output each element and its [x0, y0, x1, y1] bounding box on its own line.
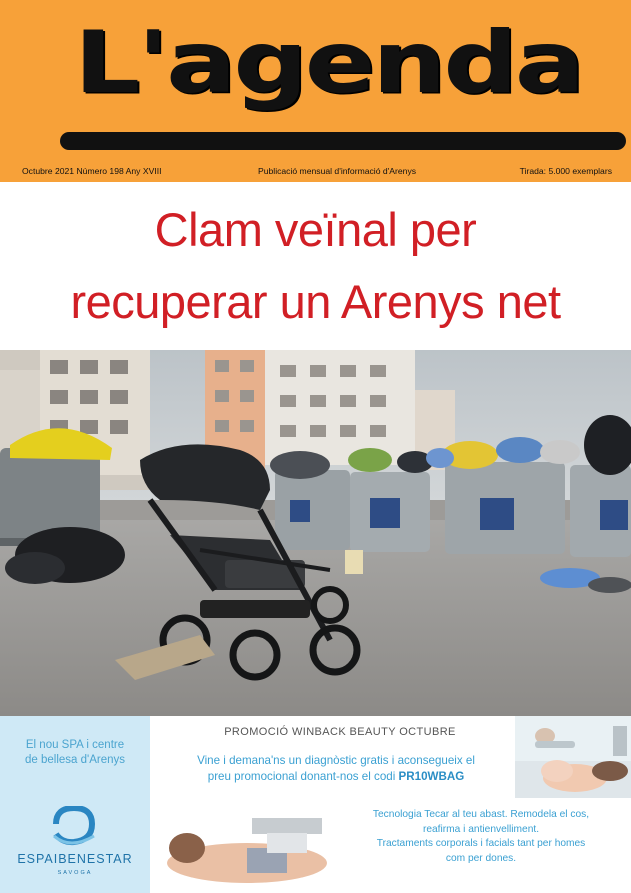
print-run: Tirada: 5.000 exemplars — [519, 166, 612, 176]
info-bar — [22, 166, 612, 180]
ad-brand-subtitle: SAVOGA — [57, 870, 93, 876]
headline-line-1: Clam veïnal per — [154, 203, 477, 256]
publication-description: Publicació mensual d'informació d'Arenys — [258, 166, 417, 176]
tecar-line-3: Tractaments corporals i facials tant per homes — [376, 838, 586, 849]
promo-line-1: Vine i demana'ns un diagnòstic gratis i aconsegueix el — [197, 754, 475, 767]
advertisement — [0, 716, 631, 893]
cover-photo — [0, 350, 631, 716]
promo-code: PR10WBAG — [398, 770, 465, 783]
cover-photo-illustration — [0, 350, 631, 716]
ad-tagline-line-1: El nou SPA i centre — [25, 739, 125, 751]
ad-sidebar — [0, 716, 150, 893]
promo-line-2 — [158, 769, 514, 785]
logo-underline — [60, 132, 626, 150]
logo-text: L'agenda — [74, 12, 582, 113]
ad-facial-treatment-photo — [515, 716, 631, 798]
tecar-line-2: reafirma i antienvelliment. — [422, 823, 540, 835]
tecar-line-1: Tecnologia Tecar al teu abast. Remodela el cos, — [372, 809, 590, 820]
headline — [0, 194, 631, 338]
headline-line-2: recuperar un Arenys net — [70, 275, 561, 328]
tecar-text — [336, 808, 626, 866]
tecar-line-4: com per dones. — [445, 852, 517, 864]
issue-date: Octubre 2021 Número 198 Any XVIII — [22, 166, 162, 176]
ad-brand-name: ESPAIBENESTAR — [17, 852, 133, 866]
promo-line-2-text: preu promocional donant-nos el codi — [207, 770, 399, 783]
ad-tagline — [8, 738, 142, 768]
ad-tagline-line-2: de bellesa d'Arenys — [24, 754, 125, 766]
logo — [38, 14, 618, 144]
promo-title: PROMOCIÓ WINBACK BEAUTY OCTUBRE — [224, 726, 456, 738]
spa-brand-icon — [50, 806, 98, 846]
masthead — [0, 0, 631, 182]
ad-body-treatment-photo — [152, 808, 332, 893]
promo-body — [158, 753, 514, 785]
